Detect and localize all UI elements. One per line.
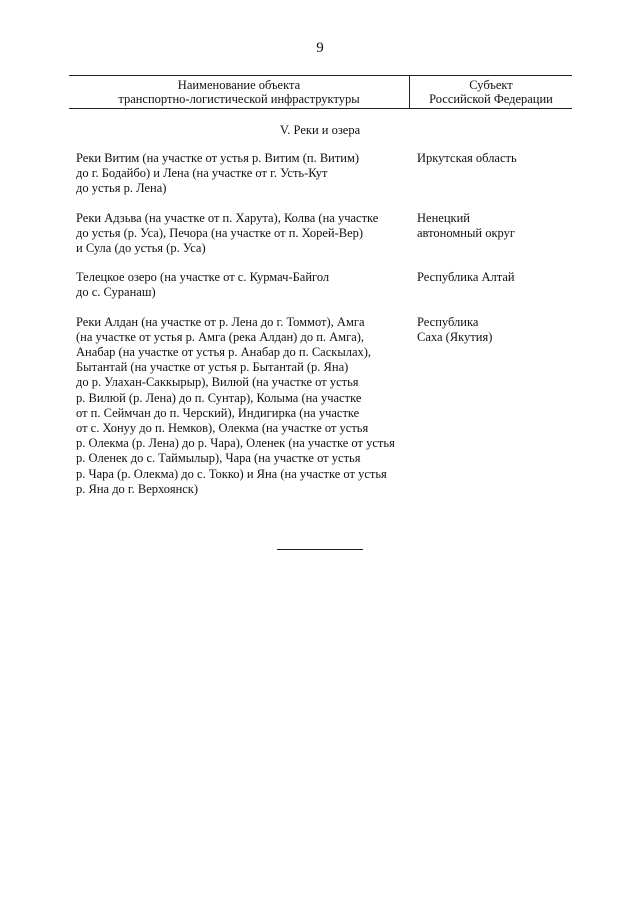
- end-of-document-line: [277, 549, 363, 550]
- row-object-name: Реки Алдан (на участке от р. Лена до г. Томмот), Амга (на участке от устья р. Амга (река Алдан) до п. Амга), Анабар (на участке от устья р. Анабар до п. Саскылах), Бытантай (на участке от устья р. Бытантай (р. Яна) до р. Улахан-Саккырыр), Вилюй (на участке от устья р. Вилюй (р. Лена) до п. Сунтар), Колыма (на участке от п. Сеймчан до п. Черский), Индигирка (на участке от с. Хонуу до п. Немков), Олекма (на участке от устья р. Олекма (р. Лена) до р. Чара), Оленек (на участке от устья р. Оленек до с. Таймылыр), Чара (на участке от устья р. Чара (р. Олекма) до с. Токко) и Яна (на участке от устья р. Яна до г. Верхоянск): [76, 314, 395, 496]
- row-federal-subject: Иркутская область: [417, 151, 517, 165]
- section-title: V. Реки и озера: [279, 123, 361, 137]
- row-object-name: Реки Витим (на участке от устья р. Витим (п. Витим) до г. Бодайбо) и Лена (на участке от г. Усть-Кут до устья р. Лена): [76, 151, 360, 196]
- infrastructure-table: [69, 75, 572, 109]
- row-federal-subject: Республика Алтай: [417, 270, 515, 285]
- row-object-name: Телецкое озеро (на участке от с. Курмач-Байгол до с. Суранаш): [76, 270, 330, 300]
- table-header: [69, 75, 572, 109]
- row-object-name: Реки Адзьва (на участке от п. Харута), Колва (на участке до устья (р. Уса), Печора (на участке от п. Хорей-Вер) и Сула (до устья (р. Уса): [76, 210, 379, 256]
- page-number: 9: [316, 40, 324, 56]
- table-row: [76, 315, 576, 497]
- table-row: [76, 211, 576, 257]
- table-row: [76, 270, 576, 300]
- header-federal-subject: Субъект Российской Федерации: [429, 78, 553, 106]
- header-object-name: Наименование объекта транспортно-логистической инфраструктуры: [118, 78, 360, 106]
- row-federal-subject: Ненецкий автономный округ: [417, 210, 515, 240]
- row-federal-subject: Республика Саха (Якутия): [417, 314, 493, 344]
- table-body: [76, 151, 576, 497]
- table-row: [76, 151, 576, 197]
